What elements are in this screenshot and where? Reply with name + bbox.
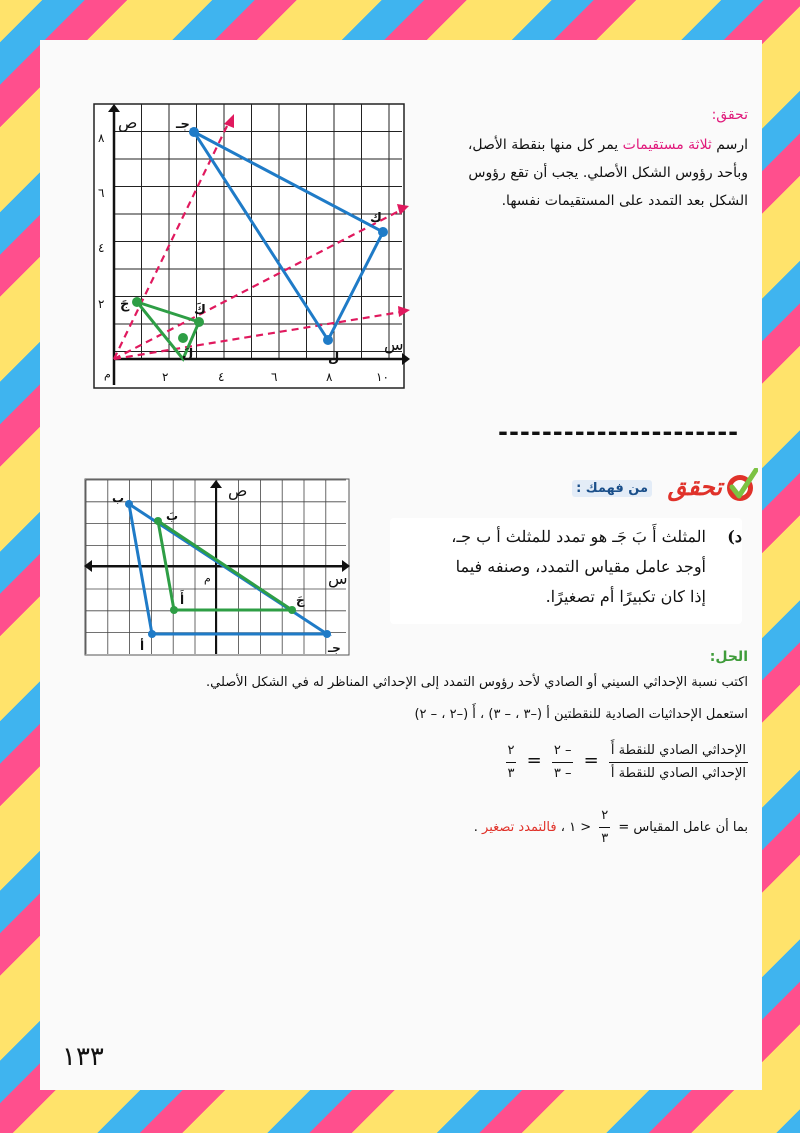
fraction-denominator: – ٣ — [553, 766, 572, 781]
fraction-words — [609, 740, 748, 785]
x-axis-label: س — [384, 335, 404, 354]
line1-suffix: يمر كل منها بنقطة الأصل، — [467, 137, 623, 153]
fraction-numerator: – ٢ — [552, 740, 574, 763]
x-axis-arrow — [402, 353, 410, 365]
banner-title: تحقق — [667, 472, 722, 501]
label-c: جـ — [328, 641, 341, 655]
page-number: ١٣٣ — [62, 1042, 104, 1072]
equals-sign: = — [583, 750, 599, 771]
vertex-k — [378, 227, 388, 237]
section1-line2: وبأحد رؤوس الشكل الأصلي. يجب أن تقع رؤوس — [468, 165, 748, 181]
label-l2: لَ — [182, 347, 194, 362]
question-line3: إذا كان تكبيرًا أم تصغيرًا. — [545, 587, 706, 606]
label-c2: جَ — [296, 593, 305, 607]
conclusion-end: . — [473, 820, 478, 835]
label-b2: بَ — [166, 509, 179, 523]
fraction-numerator: ٢ — [599, 805, 610, 828]
check-understanding-banner — [520, 468, 760, 508]
label-b: ب — [112, 491, 125, 505]
vertex-l2 — [178, 333, 188, 343]
fraction-numerator: الإحداثي الصادي للنقطة أَ — [609, 740, 748, 763]
origin-label: م — [104, 368, 111, 381]
conclusion-line — [64, 805, 748, 850]
vertex-a2 — [170, 606, 178, 614]
vertex-c2 — [288, 606, 296, 614]
checkmark-icon — [724, 468, 758, 510]
x-tick: ٦ — [271, 370, 278, 384]
origin-label: م — [204, 572, 211, 585]
conclusion-prefix: بما أن عامل المقياس = — [618, 820, 748, 835]
vertex-j2 — [132, 297, 142, 307]
vertex-j — [189, 127, 199, 137]
y-tick: ٨ — [98, 131, 105, 145]
solution-heading: الحل: — [709, 649, 748, 665]
x-tick: ٤ — [218, 370, 225, 384]
question-line1: المثلث أَ بَ جَـ هو تمدد للمثلث أ ب جـ، — [451, 527, 706, 546]
page — [40, 40, 762, 1090]
label-j: جـ — [176, 117, 190, 132]
y-axis-label: ص — [118, 113, 138, 132]
conclusion-highlight: فالتمدد تصغير — [482, 820, 557, 835]
section1-heading: تحقق: — [711, 107, 748, 123]
solution-line1: اكتب نسبة الإحداثي السيني أو الصادي لأحد رؤوس التمدد إلى الإحداثي المناظر له في الشكل الأصلي. — [205, 675, 748, 690]
vertex-c — [323, 630, 331, 638]
x-tick: ٢ — [162, 370, 169, 384]
vertex-a — [148, 630, 156, 638]
section1-line1 — [410, 134, 748, 156]
scale-factor-fraction — [599, 805, 610, 850]
banner-subtitle: من فهمك : — [572, 480, 652, 497]
solution-line2: استعمل الإحداثيات الصادية للنقطتين أ (–٣ ، – ٣) ، أَ (–٢ ، – ٢) — [414, 707, 748, 722]
line1-prefix: ارسم — [711, 137, 748, 153]
question-lines — [390, 522, 706, 612]
vertex-b2 — [154, 517, 162, 525]
vertex-k2 — [194, 317, 204, 327]
question-box — [390, 518, 742, 624]
x-tick: ٨ — [326, 370, 333, 384]
fraction-denominator: ٣ — [507, 766, 515, 781]
question-line2: أوجد عامل مقياس التمدد، وصنفه فيما — [455, 557, 706, 576]
vertex-b — [125, 500, 133, 508]
line1-highlight: ثلاثة مستقيمات — [622, 137, 712, 153]
x-tick: ١٠ — [376, 370, 389, 384]
label-k2: كَ — [194, 303, 206, 318]
fraction-result — [506, 740, 517, 785]
x-axis-label: س — [328, 569, 348, 588]
y-axis-label: ص — [228, 481, 248, 500]
label-a: أ — [140, 639, 145, 653]
section1-line3: الشكل بعد التمدد على المستقيمات نفسها. — [501, 193, 748, 209]
graph-triangle-abc — [84, 478, 350, 658]
vertex-l — [323, 335, 333, 345]
fraction-values — [552, 740, 574, 785]
graph-dilation-origin — [84, 102, 414, 392]
ratio-equation — [64, 740, 748, 785]
label-a2: أَ — [180, 593, 185, 607]
label-l: ل — [328, 351, 340, 366]
label-k: ك — [370, 211, 382, 226]
fraction-denominator: ٣ — [601, 831, 609, 846]
item-letter: د) — [727, 527, 742, 546]
y-tick: ٦ — [98, 186, 105, 200]
conclusion-mid: < ١ ، — [560, 820, 592, 835]
y-tick: ٤ — [98, 241, 105, 255]
section1-text — [410, 104, 748, 212]
fraction-denominator: الإحداثي الصادي للنقطة أ — [610, 766, 746, 781]
y-tick: ٢ — [98, 297, 105, 311]
section-divider: ---------------------- — [498, 418, 740, 446]
solution-block — [64, 646, 748, 850]
fraction-numerator: ٢ — [506, 740, 517, 763]
equals-sign: = — [526, 750, 542, 771]
label-j2: جَ — [120, 297, 130, 312]
